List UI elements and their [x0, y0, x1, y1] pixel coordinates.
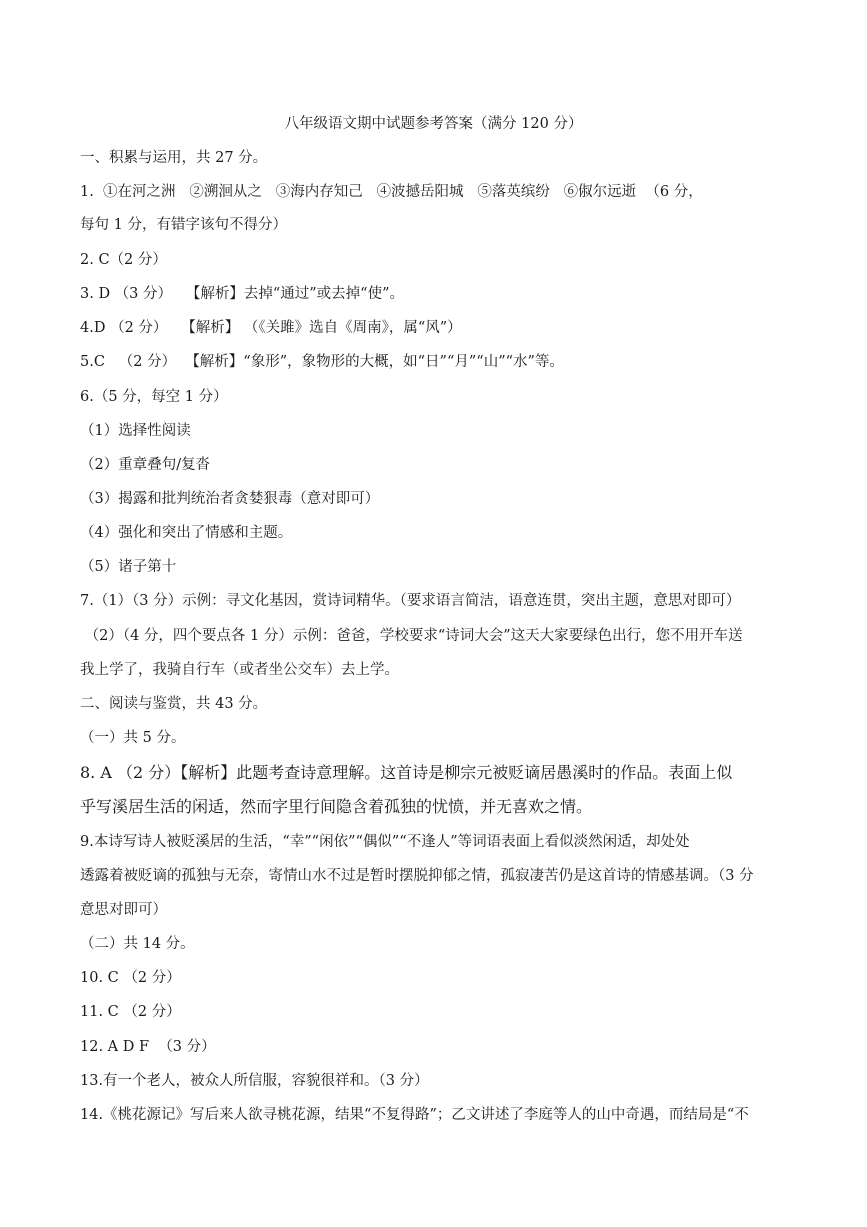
answer-line: 4.D （2 分） 【解析】 （《关雎》选自《周南》，属“风”） — [80, 320, 462, 336]
page-title: 八年级语文期中试题参考答案（满分 120 分） — [284, 116, 583, 132]
answer-line: 5.C （2 分） 【解析】“象形”，象物形的大概，如“日”“月”“山”“水”等。 — [80, 354, 564, 370]
section-heading-1: 一、积累与运用，共 27 分。 — [80, 150, 268, 166]
answer-line: （5）诸子第十 — [80, 559, 177, 575]
answer-line: （2）重章叠句/复沓 — [80, 457, 211, 473]
answer-line: 14.《桃花源记》写后来人欲寻桃花源，结果“不复得路”；乙文讲述了李庭等人的山中奇遇，而结局是“不 — [80, 1107, 749, 1123]
answer-line: 意思对即可） — [80, 902, 167, 918]
answer-line: （1）选择性阅读 — [80, 423, 191, 439]
answer-line: 2. C（2 分） — [80, 252, 167, 268]
answer-line: 透露着被贬谪的孤独与无奈，寄情山水不过是暂时摆脱抑郁之情，孤寂凄苦仍是这首诗的情感基调。（3 分 — [80, 868, 754, 884]
answer-line: 12. A D F （3 分） — [80, 1039, 216, 1055]
answer-line: 6.（5 分，每空 1 分） — [80, 389, 228, 405]
section-heading-2: 二、阅读与鉴赏，共 43 分。 — [80, 696, 268, 712]
answer-line: 我上学了，我骑自行车（或者坐公交车）去上学。 — [80, 662, 399, 678]
answer-line: 13.有一个老人，被众人所信服，容貌很祥和。（3 分） — [80, 1073, 429, 1089]
answer-line: 3. D （3 分） 【解析】去掉“通过”或去掉“使”。 — [80, 286, 404, 302]
subsection-heading: （一）共 5 分。 — [80, 730, 186, 746]
answer-line: （4）强化和突出了情感和主题。 — [80, 525, 293, 541]
answer-line: 9.本诗写诗人被贬溪居的生活，“幸”“闲依”“偶似”“不逢人”等词语表面上看似淡然闲适，却处处 — [80, 834, 690, 850]
answer-line: 8. A （2 分）【解析】此题考查诗意理解。这首诗是柳宗元被贬谪居愚溪时的作品。表面上似 — [80, 763, 733, 782]
answer-line: 11. C （2 分） — [80, 1004, 181, 1020]
answer-line: （3）揭露和批判统治者贪婪狠毒（意对即可） — [80, 491, 380, 507]
answer-line: 10. C （2 分） — [80, 970, 181, 986]
answer-line: 乎写溪居生活的闲适，然而字里行间隐含着孤独的忧愤，并无喜欢之情。 — [80, 797, 593, 816]
answer-line: 1. ①在河之洲 ②溯洄从之 ③海内存知己 ④波撼岳阳城 ⑤落英缤纷 ⑥俶尔远逝 （6 分， — [80, 184, 703, 200]
answer-line: （2）（4 分，四个要点各 1 分）示例：爸爸，学校要求“诗词大会”这天大家要绿色出行，您不用开车送 — [80, 628, 743, 644]
answer-line: 7.（1）（3 分）示例：寻文化基因，赏诗词精华。（要求语言简洁，语意连贯，突出主题，意思对即可） — [80, 593, 741, 609]
answer-line: 每句 1 分，有错字该句不得分） — [80, 217, 287, 233]
subsection-heading: （二）共 14 分。 — [80, 936, 195, 952]
